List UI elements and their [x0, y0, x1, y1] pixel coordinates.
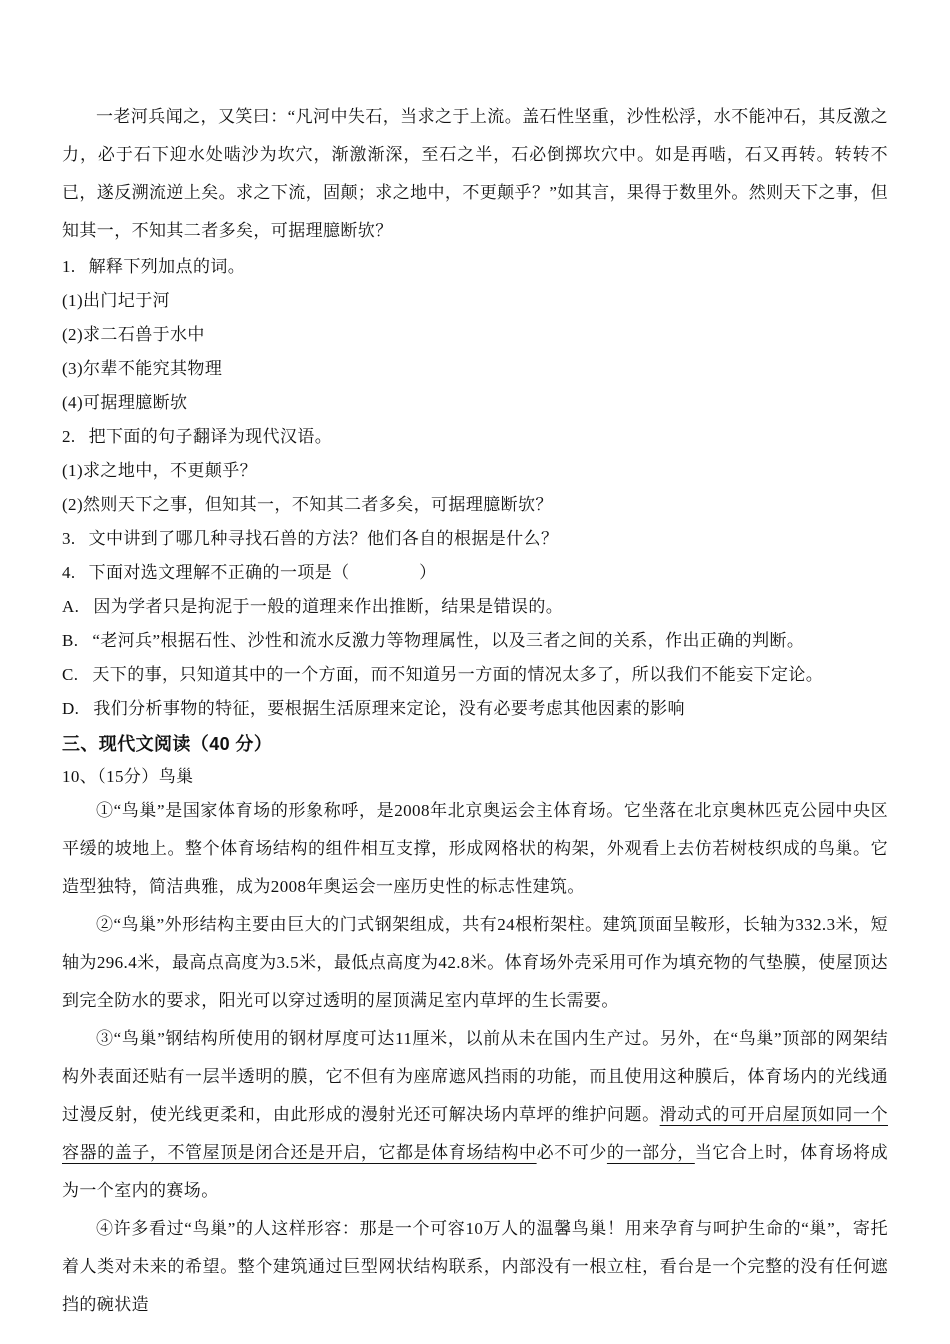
question-2-number: 2.	[62, 427, 76, 446]
text-segment: 必不可少	[536, 1143, 607, 1162]
underlined-text-segment: 的一部分，	[606, 1143, 695, 1162]
question-1	[62, 250, 888, 420]
question-3-stem-text: 文中讲到了哪几种寻找石兽的方法？他们各自的根据是什么？	[88, 529, 559, 548]
text-segment: ③“鸟巢”钢结构所使用的钢材厚度可达11厘米，以前从未在国内生产过。另外，在“鸟巢”顶部的网架结构外表面还贴有一层半透明的膜，它不但有为座席遮风挡雨的功能，而且使用这种膜后，体育场内的光线通过漫反射，使光线更柔和，由此形成的漫射光还可解决场内草坪的维护问题。	[62, 1029, 888, 1124]
question-2-item-2: (2)然则天下之事，但知其一，不知其二者多矣，可据理臆断欤？	[62, 495, 553, 514]
option-a-label: A.	[62, 597, 80, 616]
question-4-stem	[62, 556, 888, 590]
question-4-number: 4.	[62, 563, 76, 582]
question-1-item-2: (2)求二石兽于水中	[62, 325, 205, 344]
question-1-item-4: (4)可据理臆断欤	[62, 393, 188, 412]
question-3-stem	[62, 522, 888, 556]
option-d	[62, 692, 888, 726]
question-2-item-1: (1)求之地中，不更颠乎？	[62, 461, 258, 480]
question-10-header: 10、（15分）鸟巢	[62, 767, 194, 786]
underlined-text-segment: 滑动式的可开启屋顶如同一个容器的盖子，不管屋顶是闭合还是开启，它都是体育场结构中	[62, 1105, 888, 1162]
question-2-stem	[62, 420, 888, 454]
classical-passage-paragraph: 一老河兵闻之，又笑曰：“凡河中失石，当求之于上流。盖石性坚重，沙性松浮，水不能冲石，其反激之力，必于石下迎水处啮沙为坎穴，渐激渐深，至石之半，石必倒掷坎穴中。如是再啮，石又再转。转转不已，遂反溯流逆上矣。求之下流，固颠；求之地中，不更颠乎？”如其言，果得于数里外。然则天下之事，但知其一，不知其二者多矣，可据理臆断欤？	[62, 107, 888, 240]
question-4-stem-text: 下面对选文理解不正确的一项是（ ）	[88, 563, 437, 582]
option-a	[62, 590, 888, 624]
question-3-number: 3.	[62, 529, 76, 548]
question-2	[62, 420, 888, 522]
question-4-options	[62, 590, 888, 726]
question-1-item-3: (3)尔辈不能究其物理	[62, 359, 223, 378]
option-d-label: D.	[62, 699, 80, 718]
question-1-number: 1.	[62, 257, 76, 276]
option-c	[62, 658, 888, 692]
option-a-text: 因为学者只是拘泥于一般的道理来作出推断，结果是错误的。	[93, 597, 564, 616]
option-b	[62, 624, 888, 658]
option-c-text: 天下的事，只知道其中的一个方面，而不知道另一方面的情况太多了，所以我们不能妄下定论。	[92, 665, 824, 684]
question-1-item-1: (1)出门圮于河	[62, 291, 171, 310]
question-1-stem-text: 解释下列加点的词。	[88, 257, 246, 276]
option-d-text: 我们分析事物的特征，要根据生活原理来定论，没有必要考虑其他因素的影响	[93, 699, 685, 718]
birds-nest-paragraph-4: ④许多看过“鸟巢”的人这样形容：那是一个可容10万人的温馨鸟巢！用来孕育与呵护生命的“巢”，寄托着人类对未来的希望。整个建筑通过巨型网状结构联系，内部没有一根立柱，看台是一个完整的没有任何遮挡的碗状造	[62, 1219, 888, 1314]
section-3-header: 三、现代文阅读（40 分）	[62, 734, 273, 754]
question-1-stem	[62, 250, 888, 284]
option-b-text: “老河兵”根据石性、沙性和流水反激力等物理属性，以及三者之间的关系，作出正确的判断。	[92, 631, 805, 650]
question-2-stem-text: 把下面的句子翻译为现代汉语。	[88, 427, 333, 446]
birds-nest-paragraph-3	[62, 1020, 888, 1210]
birds-nest-paragraph-2: ②“鸟巢”外形结构主要由巨大的门式钢架组成，共有24根桁架柱。建筑顶面呈鞍形，长轴为332.3米，短轴为296.4米，最高点高度为3.5米，最低点高度为42.8米。体育场外壳采用可作为填充物的气垫膜，使屋顶达到完全防水的要求，阳光可以穿过透明的屋顶满足室内草坪的生长需要。	[62, 915, 888, 1010]
birds-nest-paragraph-1: ①“鸟巢”是国家体育场的形象称呼，是2008年北京奥运会主体育场。它坐落在北京奥林匹克公园中央区平缓的坡地上。整个体育场结构的组件相互支撑，形成网格状的构架，外观看上去仿若树枝织成的鸟巢。它造型独特，简洁典雅，成为2008年奥运会一座历史性的标志性建筑。	[62, 801, 888, 896]
option-b-label: B.	[62, 631, 79, 650]
option-c-label: C.	[62, 665, 79, 684]
text-segment: 当它合上时，体育场将成为一个室内的赛场。	[62, 1143, 888, 1200]
